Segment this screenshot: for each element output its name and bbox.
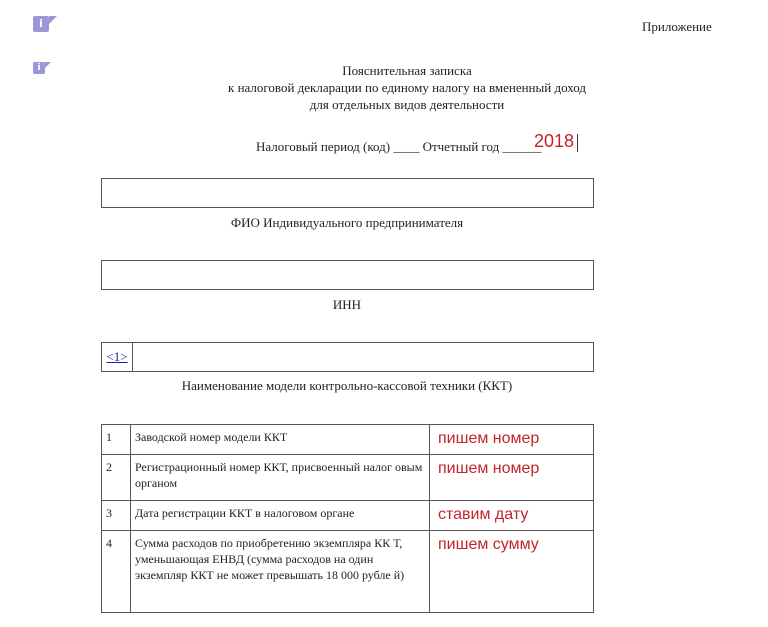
row-description: Регистрационный номер ККТ, присвоенный налог овым органом: [131, 455, 430, 501]
kkt-caption: Наименование модели контрольно-кассовой техники (ККТ): [181, 378, 513, 393]
title-line-2: к налоговой декларации по единому налогу на вмененный доход: [228, 80, 586, 95]
row-description: Сумма расходов по приобретению экземпляра КК Т, уменьшающая ЕНВД (сумма расходов на один экземпляр ККТ не может превышать 18 000 рубле й): [131, 531, 430, 613]
row-number: 3: [102, 501, 131, 531]
row-number: 2: [102, 455, 131, 501]
tax-period-line: Налоговый период (код) ____ Отчетный год ______: [256, 139, 542, 154]
row-description: Дата регистрации ККТ в налоговом органе: [131, 501, 430, 531]
kkt-model-input-box[interactable]: [101, 342, 594, 372]
kkt-info-table: [101, 424, 594, 613]
kkt-model-value[interactable]: [133, 343, 593, 371]
table-row: [102, 455, 594, 501]
row-handwritten-value[interactable]: пишем номер: [430, 425, 594, 455]
row-handwritten-value[interactable]: пишем сумму: [430, 531, 594, 613]
appendix-label: Приложение: [642, 19, 712, 34]
footnote-link[interactable]: <1>: [102, 343, 133, 371]
row-handwritten-value[interactable]: пишем номер: [430, 455, 594, 501]
report-year-handwritten[interactable]: 2018: [534, 131, 575, 151]
row-number: 4: [102, 531, 131, 613]
row-number: 1: [102, 425, 131, 455]
row-handwritten-value[interactable]: ставим дату: [430, 501, 594, 531]
title-line-1: Пояснительная записка: [342, 63, 472, 78]
text-cursor: [577, 134, 578, 152]
note-icon[interactable]: i: [33, 16, 49, 32]
inn-caption: ИНН: [332, 297, 362, 312]
fio-input-box[interactable]: [101, 178, 594, 208]
table-row: [102, 425, 594, 455]
title-line-3: для отдельных видов деятельности: [309, 97, 505, 112]
table-row: [102, 531, 594, 613]
fio-caption: ФИО Индивидуального предпринимателя: [230, 215, 464, 230]
inn-input-box[interactable]: [101, 260, 594, 290]
document-title: [0, 62, 768, 113]
row-description: Заводской номер модели ККТ: [131, 425, 430, 455]
note-icon-small[interactable]: i: [33, 62, 45, 74]
table-row: [102, 501, 594, 531]
